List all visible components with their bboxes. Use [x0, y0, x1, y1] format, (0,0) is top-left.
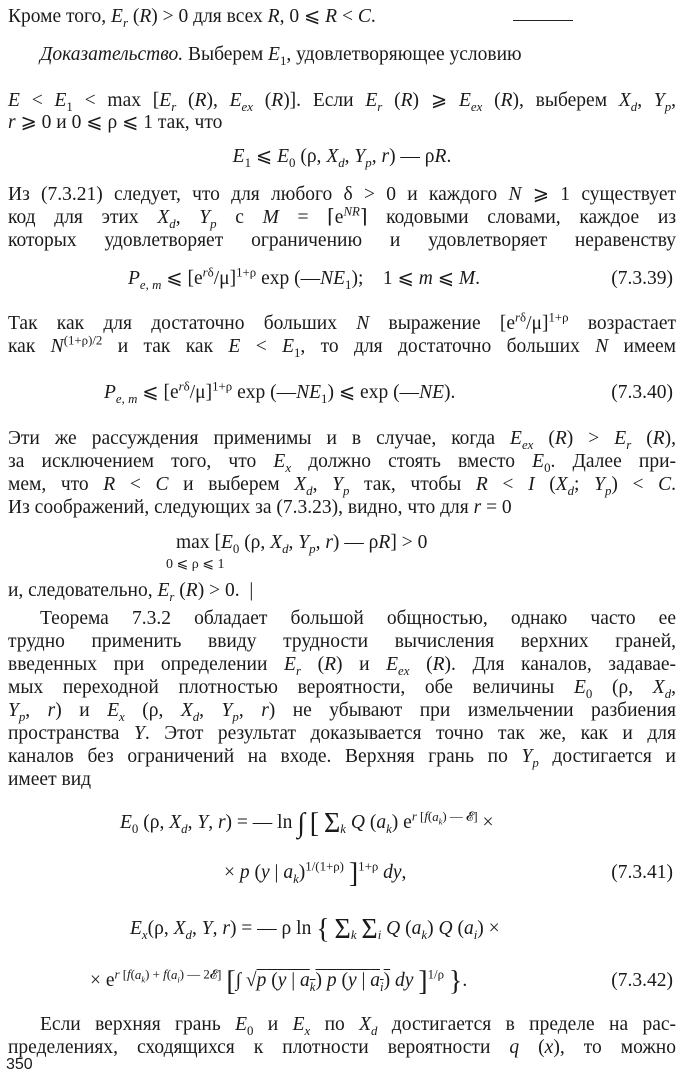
- text-line-20: и, следовательно, $E_r$ (R) > 0. |: [8, 580, 254, 604]
- formula-7-3-40: $P_{e, m}$ ⩽ $[e^{r\delta}/\mu]^{1+\rho}$ $\exp (—NE_1)$ ⩽ exp (—NE).: [104, 379, 456, 406]
- text-line-1: Кроме того, $E_r$ (R) > 0 для всех R, 0 ⩽ R < C.: [8, 6, 376, 30]
- formula-max-range: 0 ⩽ ρ ⩽ 1: [166, 557, 225, 572]
- text-line-23: введенных при определении $E_r$ (R) и $E_{ex}$ (R). Для каналов, задавае-: [8, 654, 676, 678]
- text-line-36: пределениях, сходящихся к плотности вероятности q (x), то можно: [8, 1037, 676, 1058]
- text-line-10: Так как для достаточно больших N выражение $[e^{r\delta}/\mu]^{1+\rho}$ возрастает: [8, 310, 676, 334]
- text-line-22: трудно применить ввиду трудности вычисления верхних граней,: [8, 631, 676, 652]
- text-line-21: Теорема 7.3.2 обладает большой общностью, однако часто ее: [40, 608, 676, 629]
- formula-7-3-41-line1: $E_0$ (ρ, $X_d$, Y, r) = — ln ∫ [ $\Sigma_k$ Q $(a_k) e^{r [f(a_k) — 𝓔]}$ ×: [120, 808, 494, 839]
- text-line-11: как $N^{(1+\rho)/2}$ и так как $E < E_1$, то для достаточно больших N имеем: [8, 333, 676, 360]
- equation-number-7-3-42: (7.3.42): [611, 970, 673, 991]
- equation-number-7-3-39: (7.3.39): [611, 268, 673, 289]
- text-line-28: имеет вид: [8, 769, 92, 790]
- qed-rule: [513, 20, 573, 21]
- text-line-24: мых переходной плотностью вероятности, обе величины $E_0$ (ρ, $X_d$,: [8, 677, 676, 701]
- page-number: 350: [6, 1056, 33, 1073]
- formula-e1-bound: $E_1$ ⩽ $E_0$ (ρ, $X_d$, $Y_p$, r) — ρR.: [232, 146, 452, 170]
- text-line-16: мем, что R < C и выберем $X_d$, $Y_p$ так, чтобы R < I ($X_d$; $Y_p) < C$.: [8, 474, 677, 498]
- text-line-25: $Y_p$, r) и $E_x$ (ρ, $X_d$, $Y_p$, r) не убывают при измельчении разбиения: [8, 700, 677, 724]
- formula-7-3-41-line2: × p (y | $a_k)^{1/(1+\rho)}$ ]$^{1+\rho}$ dy,: [224, 858, 407, 889]
- formula-7-3-39: $P_{e, m}$ ⩽ $[e^{r\delta}/\mu]^{1+\rho}$ $\exp (—NE_1)$; 1 ⩽ m ⩽ M.: [128, 265, 481, 292]
- text-line-35: Если верхняя грань $E_0$ и $E_x$ по $X_d$ достигается в пределе на рас-: [40, 1014, 677, 1038]
- equation-number-7-3-40: (7.3.40): [611, 382, 673, 403]
- text-line-17: Из соображений, следующих за (7.3.23), видно, что для r = 0: [8, 497, 512, 518]
- text-line-3: $E < E_1 < \max [E_r$ (R), $E_{ex}$ (R)]. Если $E_r$ (R) ⩾ $E_{ex}$ (R), выберем $X_d$, $Y_p$,: [8, 90, 677, 114]
- text-line-8: которых удовлетворяет ограничению и удовлетворяет неравенству: [8, 230, 676, 251]
- text-line-7: код для этих $X_d$, $Y_p$ с $M = ⌈e^{NR}⌉$ кодовыми словами, каждое из: [8, 204, 677, 231]
- formula-7-3-42-line1: $E_x(\rho$, $X_d$, Y, r) = — ρ ln { $\Sigma_k$ $\Sigma_i$ Q $(a_k)$ Q $(a_i)$ ×: [130, 914, 500, 945]
- text-line-4: r ⩾ 0 и 0 ⩽ ρ ⩽ 1 так, что: [8, 112, 223, 133]
- formula-max-positive: $\max [E_0$ (ρ, $X_d$, $Y_p$, r) — ρR] > 0: [176, 532, 428, 556]
- text-line-6: Из (7.3.21) следует, что для любого δ > 0 и каждого N ⩾ 1 существует: [8, 184, 677, 205]
- text-line-2: Доказательство. Выберем $E_1$, удовлетворяющее условию: [40, 44, 522, 68]
- text-line-14: Эти же рассуждения применимы и в случае, когда $E_{ex}$ $(R) > E_r$ (R),: [8, 428, 677, 452]
- text-line-26: пространства Y. Этот результат доказывается точно так же, как и для: [8, 723, 676, 744]
- text-line-15: за исключением того, что $E_x$ должно стоять вместо $E_0$. Далее при-: [8, 451, 676, 475]
- formula-7-3-42-line2: × $e^{r [f(a_k) + f(a_i) — 2𝓔]}$ [∫ √p (y | $a_k$) p (y | $a_i$) dy ]$^{1/\rho}$ }.: [90, 966, 468, 997]
- text-line-27: каналов без ограничений на входе. Верхняя грань по $Y_p$ достигается и: [8, 746, 676, 770]
- equation-number-7-3-41: (7.3.41): [611, 862, 673, 883]
